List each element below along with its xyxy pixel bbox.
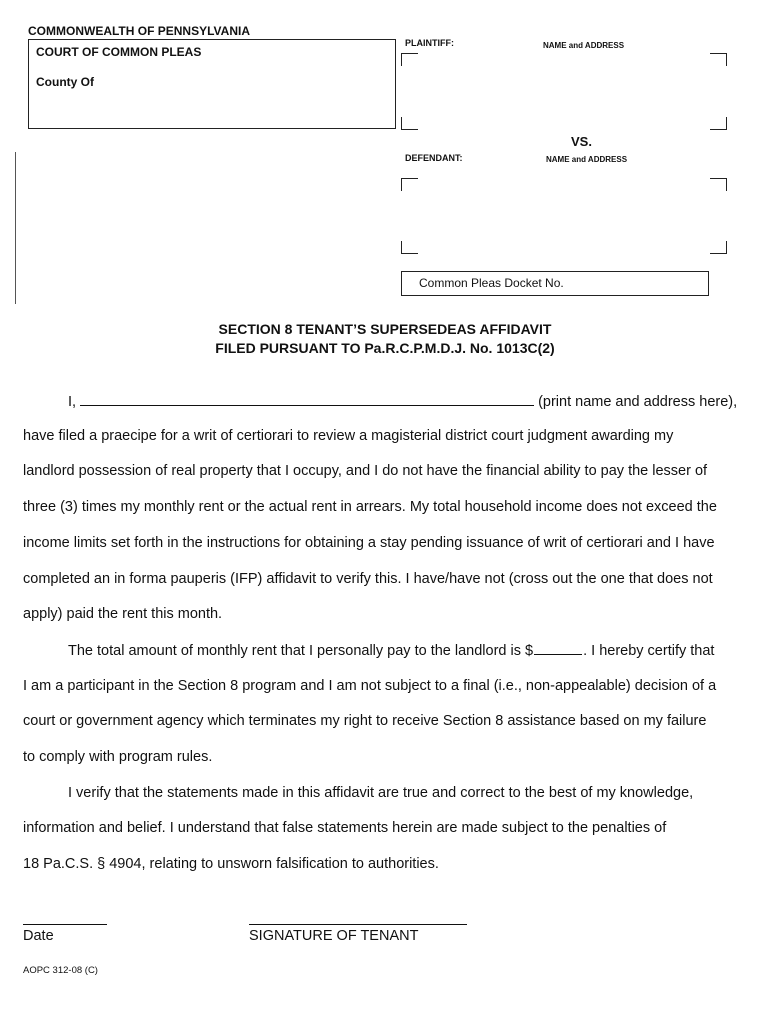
plaintiff-field-corner-br bbox=[710, 117, 727, 130]
plaintiff-field-corner-bl bbox=[401, 117, 418, 130]
name-address-instruction: (print name and address here), bbox=[538, 394, 738, 410]
rent-prefix: The total amount of monthly rent that I personally pay to the landlord is $ bbox=[68, 643, 534, 659]
rent-amount-line bbox=[68, 642, 714, 659]
body-line: completed an in forma pauperis (IFP) affidavit to verify this. I have/have not (cross out the one that does not bbox=[23, 571, 713, 587]
plaintiff-label: PLAINTIFF: bbox=[405, 38, 454, 48]
tenant-signature-line[interactable] bbox=[249, 924, 467, 925]
body-line: court or government agency which terminates my right to receive Section 8 assistance based on my failure bbox=[23, 713, 707, 729]
court-name: COURT OF COMMON PLEAS bbox=[36, 45, 202, 59]
date-signature-line[interactable] bbox=[23, 924, 107, 925]
defendant-field-corner-tr bbox=[710, 178, 727, 191]
docket-number-field[interactable] bbox=[401, 271, 709, 296]
body-line: three (3) times my monthly rent or the actual rent in arrears. My total household income does not exceed the bbox=[23, 499, 717, 515]
body-line: have filed a praecipe for a writ of certiorari to review a magisterial district court judgment awarding my bbox=[23, 428, 674, 444]
body-line: I verify that the statements made in this affidavit are true and correct to the best of my knowledge, bbox=[68, 785, 694, 801]
defendant-field-corner-tl bbox=[401, 178, 418, 191]
docket-number-label: Common Pleas Docket No. bbox=[419, 276, 564, 290]
tenant-name-line bbox=[68, 393, 737, 410]
court-box bbox=[28, 39, 396, 129]
plaintiff-field-corner-tr bbox=[710, 53, 727, 66]
plaintiff-name-address-label: NAME and ADDRESS bbox=[543, 41, 625, 50]
body-line: landlord possession of real property that I occupy, and I do not have the financial ability to pay the lesser of bbox=[23, 463, 708, 479]
left-margin-rule bbox=[15, 152, 16, 304]
body-line: information and belief. I understand that false statements herein are made subject to the penalties of bbox=[23, 820, 667, 836]
rent-amount-blank[interactable] bbox=[534, 642, 582, 655]
rent-suffix: . I hereby certify that bbox=[583, 643, 715, 659]
affidavit-title: SECTION 8 TENANT’S SUPERSEDEAS AFFIDAVIT bbox=[218, 321, 552, 337]
form-code: AOPC 312-08 (C) bbox=[23, 965, 98, 976]
body-line: income limits set forth in the instructions for obtaining a stay pending issuance of writ of certiorari and I have bbox=[23, 535, 715, 551]
versus-label: VS. bbox=[571, 134, 592, 149]
body-line: apply) paid the rent this month. bbox=[23, 606, 223, 622]
body-line: I am a participant in the Section 8 program and I am not subject to a final (i.e., non-appealable) decision of a bbox=[23, 678, 717, 694]
body-line: 18 Pa.C.S. § 4904, relating to unsworn falsification to authorities. bbox=[23, 856, 439, 872]
commonwealth-heading: COMMONWEALTH OF PENNSYLVANIA bbox=[28, 24, 250, 38]
defendant-field-corner-bl bbox=[401, 241, 418, 254]
county-label: County Of bbox=[36, 75, 94, 89]
tenant-signature-label: SIGNATURE OF TENANT bbox=[249, 928, 419, 944]
date-label: Date bbox=[23, 928, 54, 944]
plaintiff-field-corner-tl bbox=[401, 53, 418, 66]
tenant-name-address-blank[interactable] bbox=[80, 393, 534, 406]
i-prefix: I, bbox=[68, 394, 77, 410]
affidavit-subtitle: FILED PURSUANT TO Pa.R.C.P.M.D.J. No. 1013C(2) bbox=[215, 340, 555, 356]
defendant-name-address-label: NAME and ADDRESS bbox=[546, 155, 628, 164]
defendant-field-corner-br bbox=[710, 241, 727, 254]
body-line: to comply with program rules. bbox=[23, 749, 213, 765]
defendant-label: DEFENDANT: bbox=[405, 153, 463, 163]
